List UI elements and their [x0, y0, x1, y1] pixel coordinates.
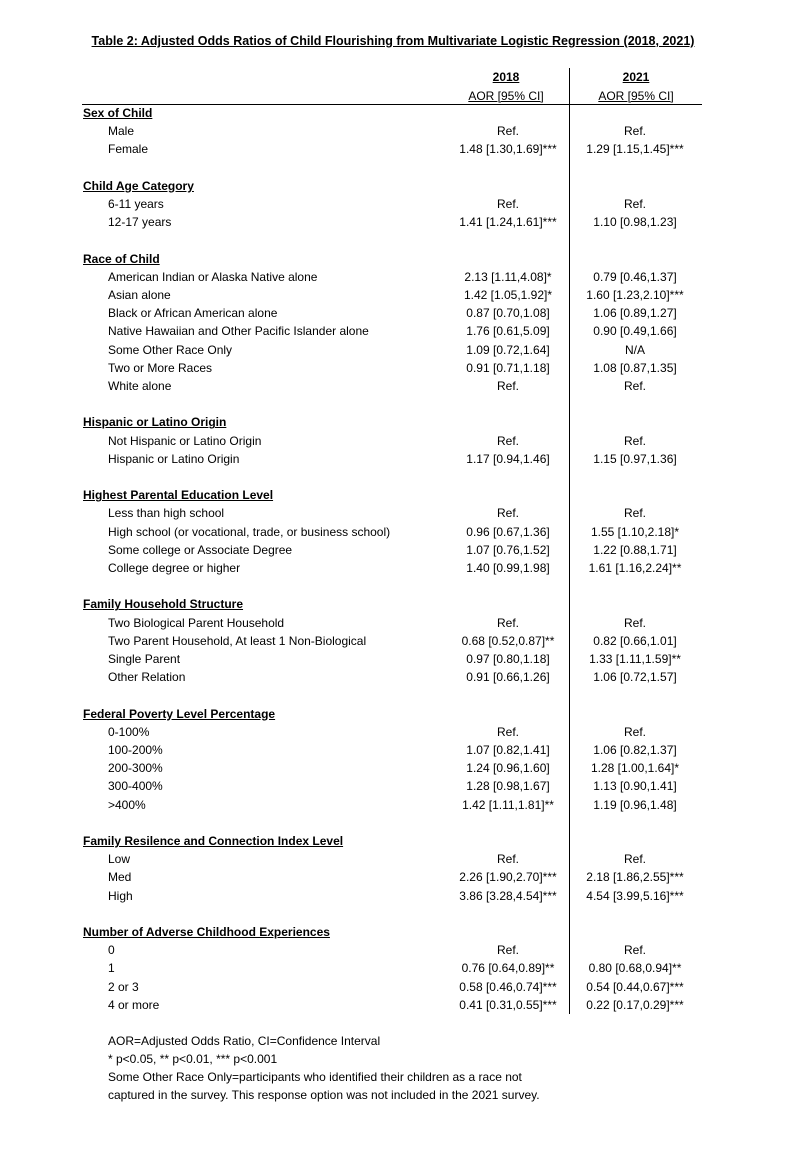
- cell-2018: Ref.: [496, 506, 519, 521]
- table-row: [0, 543, 786, 561]
- row-label: Not Hispanic or Latino Origin: [108, 433, 262, 448]
- cell-2018: Ref.: [496, 124, 519, 139]
- cell-2021: 1.55 [1.10,2.18]*: [590, 524, 680, 539]
- row-label: Two or More Races: [108, 360, 213, 375]
- row-label: 1: [108, 961, 115, 976]
- cell-2018: 0.41 [0.31,0.55]***: [459, 997, 557, 1012]
- table-row: [0, 889, 786, 907]
- section-header: Sex of Child: [83, 106, 153, 120]
- cell-2021: 1.10 [0.98,1.23]: [593, 215, 677, 230]
- cell-2018: 1.41 [1.24,1.61]***: [459, 215, 557, 230]
- row-label: Med: [108, 870, 132, 885]
- cell-2021: 1.60 [1.23,2.10]***: [586, 288, 684, 302]
- cell-2018: Ref.: [496, 943, 519, 958]
- row-label: Single Parent: [108, 652, 181, 666]
- cell-2018: 1.42 [1.11,1.81]**: [462, 797, 554, 812]
- table-row: [0, 980, 786, 998]
- row-label: Two Parent Household, At least 1 Non-Biological: [108, 633, 367, 648]
- row-label: >400%: [108, 797, 146, 812]
- footnote-other-race: Some Other Race Only=participants who identified their children as a race not captured in the survey. This response option was not included in the 2021 survey.: [108, 1070, 540, 1102]
- cell-2021: 0.22 [0.17,0.29]***: [586, 997, 684, 1012]
- row-label: Less than high school: [108, 506, 225, 521]
- cell-2021: 2.18 [1.86,2.55]***: [586, 870, 684, 885]
- table-row: [0, 343, 786, 361]
- cell-2021: 1.29 [1.15,1.45]***: [586, 142, 684, 157]
- table-row: [0, 961, 786, 979]
- cell-2021: Ref.: [623, 506, 646, 521]
- cell-2018: Ref.: [496, 197, 519, 211]
- footnotes: [108, 1032, 568, 1104]
- cell-2018: 0.87 [0.70,1.08]: [466, 306, 550, 321]
- cell-2021: Ref.: [623, 197, 646, 211]
- section-header-row: [0, 834, 786, 852]
- column-sub-2021: AOR [95% CI]: [598, 89, 674, 103]
- row-label: 300-400%: [108, 779, 163, 794]
- table-row: [0, 142, 786, 160]
- table-row: [0, 124, 786, 142]
- row-label: Male: [108, 124, 135, 139]
- section-header: Hispanic or Latino Origin: [83, 415, 227, 430]
- cell-2018: 0.68 [0.52,0.87]**: [461, 633, 555, 648]
- row-label: 200-300%: [108, 761, 163, 776]
- row-label: Some Other Race Only: [108, 342, 233, 357]
- cell-2018: 1.28 [0.98,1.67]: [466, 779, 550, 794]
- section-header: Federal Poverty Level Percentage: [83, 706, 276, 721]
- cell-2018: 1.24 [0.96,1.60]: [466, 761, 550, 776]
- cell-2021: N/A: [624, 342, 645, 357]
- table-row: [0, 798, 786, 816]
- cell-2021: Ref.: [623, 615, 646, 630]
- row-label: 2 or 3: [108, 979, 139, 994]
- section-header-row: [0, 252, 786, 270]
- cell-2018: 0.76 [0.64,0.89]**: [461, 961, 555, 976]
- section-header-row: [0, 597, 786, 615]
- footnote-significance: * p<0.05, ** p<0.01, *** p<0.001: [108, 1052, 278, 1066]
- cell-2021: Ref.: [623, 433, 646, 448]
- cell-2021: 1.06 [0.89,1.27]: [593, 306, 677, 321]
- table-title: Table 2: Adjusted Odds Ratios of Child Flourishing from Multivariate Logistic Regression (2018, 2021): [91, 34, 695, 48]
- row-label: 0-100%: [108, 724, 150, 739]
- row-label: Hispanic or Latino Origin: [108, 451, 240, 466]
- section-header-row: [0, 488, 786, 506]
- cell-2018: 0.91 [0.71,1.18]: [466, 360, 550, 375]
- cell-2018: 0.91 [0.66,1.26]: [466, 670, 550, 685]
- row-label: 4 or more: [108, 997, 160, 1012]
- table-row: [0, 306, 786, 324]
- cell-2021: 1.06 [0.82,1.37]: [593, 743, 677, 757]
- table-row: [0, 561, 786, 579]
- column-sub-2018: AOR [95% CI]: [468, 89, 544, 103]
- cell-2021: 1.15 [0.97,1.36]: [593, 451, 677, 466]
- row-label: High: [108, 888, 133, 903]
- section-header: Family Household Structure: [83, 597, 244, 612]
- row-label: 0: [108, 943, 115, 958]
- cell-2021: 0.90 [0.49,1.66]: [593, 324, 677, 339]
- cell-2018: 0.58 [0.46,0.74]***: [459, 979, 557, 994]
- table-row: [0, 324, 786, 342]
- section-header: Family Resilence and Connection Index Level: [83, 834, 344, 848]
- table-row: [0, 779, 786, 797]
- cell-2021: 0.80 [0.68,0.94]**: [588, 961, 682, 976]
- table-row: [0, 506, 786, 524]
- column-year-2018: 2018: [492, 70, 520, 84]
- row-label: Female: [108, 142, 149, 157]
- cell-2018: 1.07 [0.76,1.52]: [466, 542, 550, 557]
- cell-2021: 4.54 [3.99,5.16]***: [586, 888, 684, 903]
- row-label: American Indian or Alaska Native alone: [108, 269, 318, 284]
- cell-2018: Ref.: [496, 615, 519, 630]
- cell-2018: 1.17 [0.94,1.46]: [466, 451, 550, 466]
- table-row: [0, 288, 786, 306]
- cell-2018: Ref.: [496, 379, 519, 393]
- table-row: [0, 870, 786, 888]
- table-row: [0, 743, 786, 761]
- section-header-row: [0, 179, 786, 197]
- row-label: Low: [108, 852, 131, 867]
- table-row: [0, 525, 786, 543]
- cell-2021: 1.28 [1.00,1.64]*: [590, 761, 680, 776]
- cell-2018: 1.40 [0.99,1.98]: [466, 561, 550, 575]
- cell-2018: 2.13 [1.11,4.08]*: [464, 269, 552, 284]
- section-header-row: [0, 707, 786, 725]
- cell-2018: 0.96 [0.67,1.36]: [466, 524, 550, 539]
- cell-2021: 0.82 [0.66,1.01]: [593, 633, 677, 648]
- table-row: [0, 361, 786, 379]
- cell-2018: 1.07 [0.82,1.41]: [466, 743, 550, 757]
- cell-2021: Ref.: [623, 852, 646, 867]
- table-row: [0, 197, 786, 215]
- cell-2018: 3.86 [3.28,4.54]***: [459, 888, 557, 903]
- row-label: 12-17 years: [108, 215, 172, 230]
- cell-2018: Ref.: [496, 852, 519, 867]
- section-header: Race of Child: [83, 251, 160, 266]
- cell-2021: 1.19 [0.96,1.48]: [593, 797, 677, 812]
- cell-2021: 0.79 [0.46,1.37]: [593, 269, 677, 284]
- table-row: [0, 270, 786, 288]
- cell-2021: 1.13 [0.90,1.41]: [593, 779, 677, 794]
- table-row: [0, 634, 786, 652]
- column-year-2021: 2021: [622, 70, 650, 84]
- row-label: White alone: [108, 379, 172, 393]
- row-label: College degree or higher: [108, 561, 241, 575]
- table-row: [0, 652, 786, 670]
- table-row: [0, 761, 786, 779]
- table-row: [0, 725, 786, 743]
- row-label: High school (or vocational, trade, or business school): [108, 524, 391, 539]
- cell-2018: Ref.: [496, 433, 519, 448]
- table-row: [0, 943, 786, 961]
- row-label: 6-11 years: [108, 197, 164, 211]
- table-row: [0, 998, 786, 1016]
- cell-2018: 1.42 [1.05,1.92]*: [463, 288, 553, 302]
- section-header: Number of Adverse Childhood Experiences: [83, 925, 330, 939]
- row-label: Two Biological Parent Household: [108, 615, 285, 630]
- cell-2021: Ref.: [623, 379, 646, 393]
- cell-2021: Ref.: [623, 943, 646, 958]
- table-row: [0, 434, 786, 452]
- cell-2018: 1.48 [1.30,1.69]***: [459, 142, 557, 157]
- cell-2018: 1.09 [0.72,1.64]: [466, 342, 550, 357]
- table-row: [0, 215, 786, 233]
- table-row: [0, 852, 786, 870]
- table-row: [0, 452, 786, 470]
- footnote-abbrev: AOR=Adjusted Odds Ratio, CI=Confidence Interval: [108, 1034, 381, 1048]
- cell-2021: 1.22 [0.88,1.71]: [593, 542, 677, 557]
- cell-2021: Ref.: [623, 124, 646, 139]
- section-header-row: [0, 925, 786, 943]
- table-row: [0, 379, 786, 397]
- table-row: [0, 616, 786, 634]
- row-label: 100-200%: [108, 743, 163, 757]
- cell-2021: 1.61 [1.16,2.24]**: [588, 561, 682, 575]
- section-header: Highest Parental Education Level: [83, 488, 274, 503]
- section-header-row: [0, 106, 786, 124]
- section-header-row: [0, 415, 786, 433]
- table-row: [0, 670, 786, 688]
- row-label: Native Hawaiian and Other Pacific Islander alone: [108, 324, 369, 339]
- cell-2021: Ref.: [623, 724, 646, 739]
- row-label: Asian alone: [108, 288, 171, 302]
- cell-2018: Ref.: [496, 724, 519, 739]
- row-label: Other Relation: [108, 670, 186, 685]
- cell-2018: 2.26 [1.90,2.70]***: [459, 870, 557, 885]
- cell-2021: 1.33 [1.11,1.59]**: [589, 652, 681, 666]
- section-header: Child Age Category: [83, 178, 194, 193]
- cell-2018: 1.76 [0.61,5.09]: [466, 324, 550, 339]
- cell-2021: 0.54 [0.44,0.67]***: [586, 979, 684, 994]
- cell-2018: 0.97 [0.80,1.18]: [466, 652, 550, 666]
- row-label: Some college or Associate Degree: [108, 542, 293, 557]
- cell-2021: 1.08 [0.87,1.35]: [593, 360, 677, 375]
- row-label: Black or African American alone: [108, 306, 278, 321]
- cell-2021: 1.06 [0.72,1.57]: [593, 670, 677, 685]
